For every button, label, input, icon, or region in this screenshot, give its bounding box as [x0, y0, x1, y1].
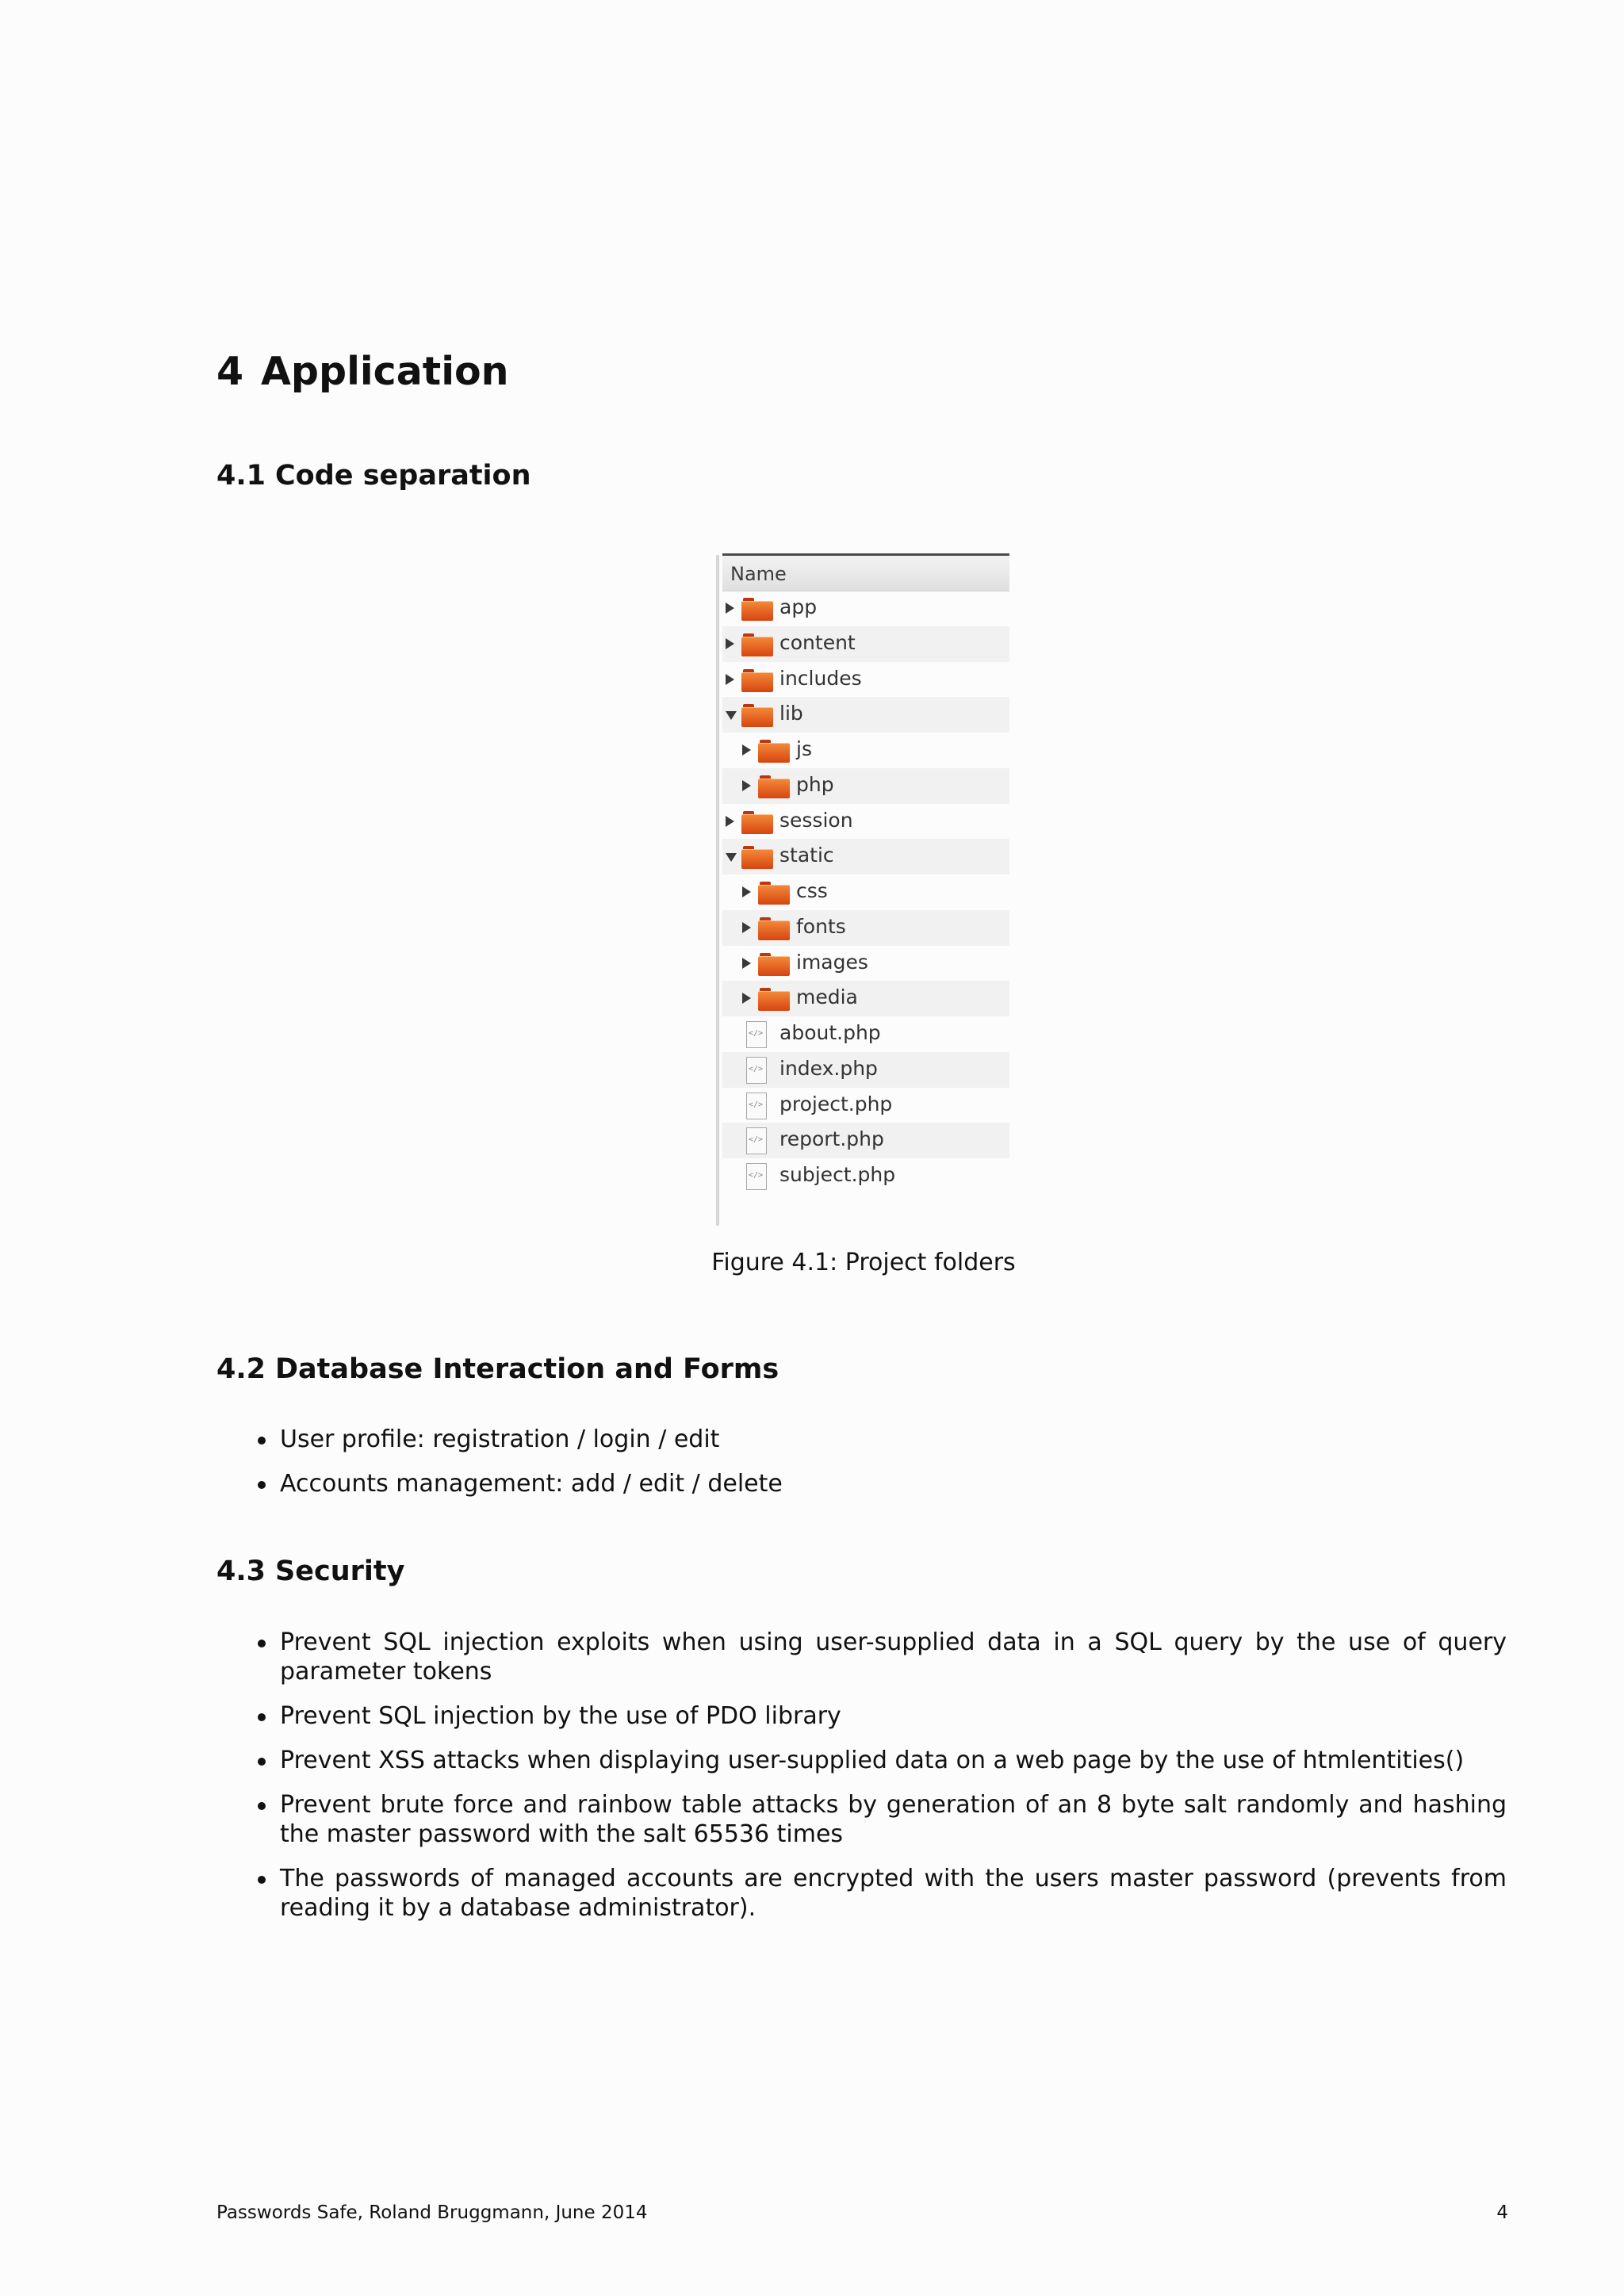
folder-icon — [741, 844, 773, 869]
folder-icon — [741, 667, 773, 692]
chapter-heading — [216, 349, 509, 394]
file-tree-label: images — [796, 950, 868, 974]
list-item: Prevent SQL injection exploits when using user-supplied data in a SQL query by the use of query parameter tokens — [247, 1628, 1507, 1686]
section-title: Database Interaction and Forms — [275, 1353, 779, 1385]
bullet-icon — [258, 1802, 266, 1810]
bullet-icon — [258, 1481, 266, 1489]
database-bullet-list — [247, 1425, 1507, 1498]
figure-left-border — [716, 555, 719, 1226]
file-tree-label: report.php — [779, 1127, 884, 1151]
file-tree-row[interactable] — [722, 1123, 1009, 1158]
file-tree-row[interactable] — [722, 591, 1009, 626]
security-bullet-list — [247, 1628, 1507, 1923]
file-tree-label: css — [796, 879, 828, 902]
folder-icon — [741, 631, 773, 656]
expander-closed-icon[interactable] — [742, 744, 751, 756]
list-item: Prevent XSS attacks when displaying user-supplied data on a web page by the use of htmlentities() — [247, 1746, 1507, 1775]
folder-icon — [758, 985, 790, 1011]
file-tree-row[interactable] — [722, 662, 1009, 698]
file-tree-label: app — [779, 595, 818, 618]
file-tree-row[interactable] — [722, 733, 1009, 768]
file-tree-list — [722, 591, 1009, 1194]
file-tree-label: content — [779, 630, 856, 654]
folder-icon — [758, 737, 790, 763]
file-tree-label: php — [796, 772, 834, 796]
file-tree-row[interactable] — [722, 981, 1009, 1016]
php-file-icon — [741, 1021, 773, 1047]
bullet-icon — [258, 1640, 266, 1647]
section-number: 4.3 — [216, 1556, 266, 1587]
folder-icon — [758, 951, 790, 976]
list-item: Prevent SQL injection by the use of PDO library — [247, 1701, 1507, 1731]
expander-closed-icon[interactable] — [742, 922, 751, 933]
file-tree-row[interactable] — [722, 804, 1009, 840]
bullet-icon — [258, 1758, 266, 1766]
php-file-icon — [741, 1057, 773, 1082]
expander-closed-icon[interactable] — [726, 816, 734, 827]
file-tree-label: session — [779, 808, 853, 832]
file-tree-row[interactable] — [722, 697, 1009, 733]
expander-closed-icon[interactable] — [726, 603, 734, 614]
section-number: 4.2 — [216, 1353, 266, 1385]
expander-closed-icon[interactable] — [742, 886, 751, 897]
expander-closed-icon[interactable] — [726, 638, 734, 649]
expander-closed-icon[interactable] — [742, 780, 751, 791]
file-tree-row[interactable] — [722, 626, 1009, 662]
list-item: Prevent brute force and rainbow table attacks by generation of an 8 byte salt randomly and hashing the master password with the salt 65536 times — [247, 1790, 1507, 1849]
folder-icon — [758, 773, 790, 798]
chapter-title: Application — [261, 349, 509, 394]
file-tree-row[interactable] — [722, 874, 1009, 910]
file-tree-row[interactable] — [722, 910, 1009, 946]
folder-icon — [741, 702, 773, 727]
section-heading-security — [216, 1556, 404, 1587]
list-item: User profile: registration / login / edit — [247, 1425, 1507, 1454]
file-tree-row[interactable] — [722, 1088, 1009, 1123]
file-tree-row[interactable] — [722, 1016, 1009, 1052]
project-folders-figure — [716, 553, 1009, 1226]
file-tree-label: fonts — [796, 914, 846, 938]
file-tree-row[interactable] — [722, 1158, 1009, 1194]
section-title: Security — [275, 1556, 405, 1587]
file-tree-label: js — [796, 737, 812, 760]
file-tree-row[interactable] — [722, 1052, 1009, 1088]
section-title: Code separation — [275, 460, 531, 492]
file-tree-row[interactable] — [722, 839, 1009, 874]
file-tree-label: project.php — [779, 1092, 893, 1115]
footer-text: Passwords Safe, Roland Bruggmann, June 2014 — [216, 2202, 648, 2223]
expander-closed-icon[interactable] — [742, 993, 751, 1004]
list-item: The passwords of managed accounts are encrypted with the users master password (prevents from reading it by a database administrator). — [247, 1864, 1507, 1923]
bullet-icon — [258, 1713, 266, 1721]
file-tree-row[interactable] — [722, 768, 1009, 804]
file-tree-label: media — [796, 985, 858, 1009]
page-number: 4 — [1496, 2202, 1508, 2223]
file-tree-label: about.php — [779, 1021, 881, 1044]
section-heading-database — [216, 1353, 779, 1385]
file-tree-label: lib — [779, 702, 803, 725]
file-tree-label: subject.php — [779, 1163, 896, 1186]
folder-icon — [758, 879, 790, 905]
php-file-icon — [741, 1163, 773, 1188]
chapter-number: 4 — [216, 349, 244, 394]
section-number: 4.1 — [216, 460, 266, 492]
expander-open-icon[interactable] — [726, 853, 737, 862]
bullet-icon — [258, 1876, 266, 1884]
file-list-header[interactable] — [722, 556, 1009, 591]
name-column-header[interactable]: Name — [730, 563, 787, 585]
section-heading-code-separation — [216, 460, 531, 492]
php-file-icon — [741, 1093, 773, 1118]
folder-icon — [741, 809, 773, 834]
php-file-icon — [741, 1127, 773, 1153]
file-tree-label: index.php — [779, 1056, 878, 1080]
list-item: Accounts management: add / edit / delete — [247, 1469, 1507, 1498]
file-tree-row[interactable] — [722, 946, 1009, 982]
figure-caption: Figure 4.1: Project folders — [711, 1249, 1016, 1276]
folder-icon — [758, 915, 790, 940]
expander-open-icon[interactable] — [726, 711, 737, 720]
file-tree-label: includes — [779, 666, 862, 690]
expander-closed-icon[interactable] — [742, 958, 751, 969]
file-tree-label: static — [779, 844, 834, 867]
expander-closed-icon[interactable] — [726, 674, 734, 685]
bullet-icon — [258, 1437, 266, 1445]
folder-icon — [741, 595, 773, 621]
